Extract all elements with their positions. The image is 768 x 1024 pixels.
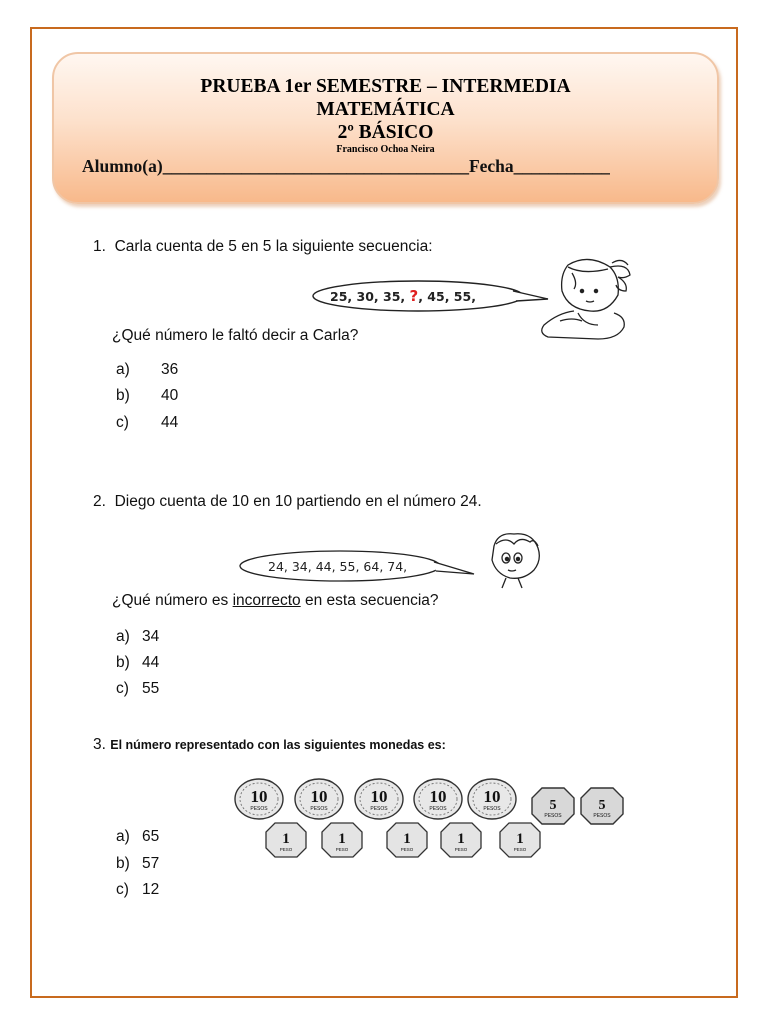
svg-text:1: 1: [282, 831, 290, 847]
speech-bubble-2: [236, 548, 481, 584]
question-2-prompt-before: ¿Qué número es: [112, 592, 233, 609]
svg-text:PESOS: PESOS: [544, 813, 562, 819]
question-3: [93, 736, 446, 754]
svg-text:1: 1: [338, 831, 346, 847]
q1-option-b-letter: b): [116, 387, 130, 404]
svg-text:5: 5: [549, 798, 557, 813]
question-1-number: 1.: [93, 238, 106, 255]
boy-illustration: [484, 530, 544, 592]
title-line-2: MATEMÁTICA: [316, 99, 455, 120]
title-line-1: PRUEBA 1er SEMESTRE – INTERMEDIA: [200, 76, 571, 97]
coin-10-pesos: [233, 777, 285, 821]
q3-option-c-value: 12: [142, 881, 160, 898]
coin-1-peso: [439, 821, 483, 859]
question-2-prompt-underlined: incorrecto: [232, 592, 301, 609]
student-blank[interactable]: ___________________________________: [162, 156, 469, 176]
question-3-text: El número representado con las siguientes monedas es:: [110, 738, 446, 752]
svg-text:10: 10: [310, 787, 328, 806]
q3-option-b-value: 57: [142, 855, 160, 872]
svg-text:10: 10: [370, 787, 388, 806]
coin-10-pesos: [293, 777, 345, 821]
q2-option-b-letter: b): [116, 654, 130, 671]
svg-text:25, 30, 35, ?, 45, 55,: 25, 30, 35, ?, 45, 55,: [330, 287, 476, 305]
q1-option-b-value: 40: [161, 387, 179, 404]
q2-option-b-value: 44: [142, 654, 160, 671]
q3-option-b-letter: b): [116, 855, 130, 872]
date-label: Fecha: [468, 156, 514, 176]
coin-5-pesos: [530, 786, 576, 826]
svg-text:1: 1: [516, 831, 524, 847]
question-3-number: 3.: [93, 736, 106, 753]
coin-10-pesos: [466, 777, 518, 821]
svg-text:PESOS: PESOS: [310, 806, 328, 812]
coin-10-pesos: [353, 777, 405, 821]
question-1-prompt: ¿Qué número le faltó decir a Carla?: [112, 327, 359, 344]
coin-1-peso: [498, 821, 542, 859]
q2-option-c-letter: c): [116, 680, 129, 697]
svg-text:1: 1: [403, 831, 411, 847]
coin-1-peso: [385, 821, 429, 859]
svg-text:1: 1: [457, 831, 465, 847]
svg-text:PESOS: PESOS: [370, 806, 388, 812]
q2-option-a-value: 34: [142, 628, 160, 645]
svg-text:PESOS: PESOS: [429, 806, 447, 812]
svg-text:PESOS: PESOS: [483, 806, 501, 812]
svg-text:PESO: PESO: [454, 847, 468, 852]
question-2-number: 2.: [93, 493, 106, 510]
student-line: [82, 156, 610, 177]
speech-bubble-1: [308, 276, 558, 316]
svg-text:PESOS: PESOS: [250, 806, 268, 812]
svg-text:PESO: PESO: [400, 847, 414, 852]
svg-text:5: 5: [598, 798, 606, 813]
q1-option-a-value: 36: [161, 361, 179, 378]
question-1-text: Carla cuenta de 5 en 5 la siguiente secuencia:: [114, 238, 433, 255]
svg-text:PESO: PESO: [279, 847, 293, 852]
svg-text:10: 10: [429, 787, 447, 806]
svg-text:PESO: PESO: [513, 847, 527, 852]
question-2-prompt-after: en esta secuencia?: [300, 592, 439, 609]
question-2-text: Diego cuenta de 10 en 10 partiendo en el número 24.: [114, 493, 482, 510]
coin-5-pesos: [579, 786, 625, 826]
q1-option-b[interactable]: [116, 387, 179, 405]
svg-text:10: 10: [250, 787, 268, 806]
date-blank[interactable]: ___________: [513, 156, 610, 176]
q2-option-a[interactable]: [116, 628, 160, 646]
q2-option-c-value: 55: [142, 680, 160, 697]
svg-text:PESOS: PESOS: [593, 813, 611, 819]
header-box: [52, 52, 719, 204]
q1-option-c-value: 44: [161, 414, 179, 431]
q1-option-a[interactable]: [116, 361, 179, 379]
author-name: Francisco Ochoa Neira: [336, 144, 435, 155]
question-2-prompt: [112, 592, 439, 610]
q3-option-c[interactable]: [116, 881, 160, 899]
q2-option-c[interactable]: [116, 680, 160, 698]
q1-option-a-letter: a): [116, 361, 130, 378]
svg-text:PESO: PESO: [335, 847, 349, 852]
student-label: Alumno(a): [82, 156, 163, 176]
q3-option-c-letter: c): [116, 881, 129, 898]
q2-option-a-letter: a): [116, 628, 130, 645]
q1-option-c[interactable]: [116, 414, 179, 432]
girl-illustration: [538, 255, 633, 343]
coin-1-peso: [320, 821, 364, 859]
coin-1-peso: [264, 821, 308, 859]
question-1: [93, 238, 433, 256]
q1-option-c-letter: c): [116, 414, 129, 431]
svg-text:24, 34, 44, 55, 64, 74,: 24, 34, 44, 55, 64, 74,: [268, 559, 408, 574]
q3-option-a-letter: a): [116, 828, 130, 845]
title-line-3: 2º BÁSICO: [337, 122, 434, 143]
q2-option-b[interactable]: [116, 654, 160, 672]
q3-option-b[interactable]: [116, 855, 160, 873]
q3-option-a-value: 65: [142, 828, 160, 845]
coin-10-pesos: [412, 777, 464, 821]
svg-text:10: 10: [483, 787, 501, 806]
question-2: [93, 493, 482, 511]
q3-option-a[interactable]: [116, 828, 160, 846]
